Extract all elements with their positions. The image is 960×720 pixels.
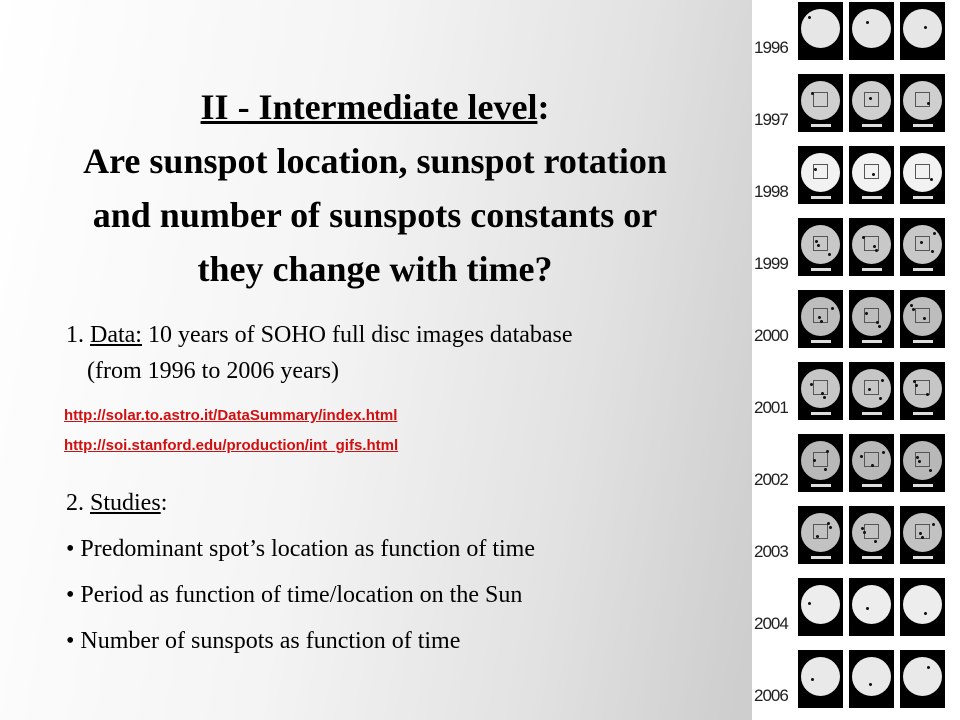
- bullet-text: Period as function of time/location on the Sun: [80, 582, 523, 608]
- bullet-item: • Number of sunspots as function of time: [66, 628, 461, 654]
- data-years: (from 1996 to 2006 years): [87, 358, 339, 384]
- studies-item: [66, 490, 167, 517]
- year-label: 1998: [754, 182, 788, 201]
- title-colon: :: [537, 87, 550, 127]
- studies-number: 2.: [66, 490, 90, 516]
- solar-disc-image: [849, 650, 894, 708]
- year-label: 1996: [754, 38, 788, 57]
- year-label: 1999: [754, 254, 788, 273]
- title-line-4: they change with time?: [197, 249, 553, 289]
- title-line-2: Are sunspot location, sunspot rotation: [83, 141, 667, 181]
- solar-disc-image: [900, 362, 945, 420]
- solar-disc-image: [849, 362, 894, 420]
- slide-title: [0, 80, 750, 296]
- solar-disc-image: [849, 434, 894, 492]
- year-label: 2002: [754, 470, 788, 489]
- bullet-text: Number of sunspots as function of time: [80, 628, 461, 654]
- year-label: 2004: [754, 614, 788, 633]
- year-label: 2006: [754, 686, 788, 705]
- solar-disc-image: [849, 578, 894, 636]
- solar-disc-image: [900, 2, 945, 60]
- year-label: 2000: [754, 326, 788, 345]
- solar-disc-image: [798, 650, 843, 708]
- data-text: 10 years of SOHO full disc images database: [141, 322, 573, 348]
- solar-disc-image: [798, 74, 843, 132]
- solar-disc-image: [849, 146, 894, 204]
- solar-disc-image: [900, 506, 945, 564]
- studies-label: Studies: [90, 490, 161, 516]
- solar-disc-image: [900, 434, 945, 492]
- solar-disc-image: [900, 578, 945, 636]
- solar-disc-image: [798, 218, 843, 276]
- year-label: 2003: [754, 542, 788, 561]
- solar-disc-image: [849, 74, 894, 132]
- title-line-3: and number of sunspots constants or: [92, 195, 658, 235]
- soho-image-strip: [752, 0, 960, 720]
- title-level: II - Intermediate level: [200, 87, 538, 127]
- solar-disc-image: [798, 290, 843, 348]
- solar-disc-image: [849, 290, 894, 348]
- bullet-text: Predominant spot’s location as function of time: [80, 536, 535, 562]
- solar-disc-image: [900, 290, 945, 348]
- data-label: Data:: [90, 322, 142, 348]
- solar-disc-image: [798, 434, 843, 492]
- solar-disc-image: [798, 146, 843, 204]
- solar-disc-image: [900, 218, 945, 276]
- solar-disc-image: [798, 506, 843, 564]
- solar-disc-image: [798, 2, 843, 60]
- bullet-item: • Predominant spot’s location as function of time: [66, 536, 535, 562]
- solar-disc-image: [900, 146, 945, 204]
- solar-disc-image: [849, 506, 894, 564]
- solar-disc-image: [900, 74, 945, 132]
- solar-disc-image: [900, 650, 945, 708]
- solar-disc-image: [849, 218, 894, 276]
- studies-colon: :: [160, 490, 168, 516]
- solar-disc-image: [798, 362, 843, 420]
- solar-disc-image: [798, 578, 843, 636]
- solar-disc-image: [849, 2, 894, 60]
- bullet-item: • Period as function of time/location on the Sun: [66, 582, 523, 608]
- year-label: 2001: [754, 398, 788, 417]
- data-item: [66, 322, 573, 349]
- link-soi-stanford[interactable]: http://soi.stanford.edu/production/int_gifs.html: [64, 437, 399, 454]
- data-number: 1.: [66, 322, 90, 348]
- link-solar-to-astro[interactable]: http://solar.to.astro.it/DataSummary/index.html: [64, 407, 398, 424]
- year-label: 1997: [754, 110, 788, 129]
